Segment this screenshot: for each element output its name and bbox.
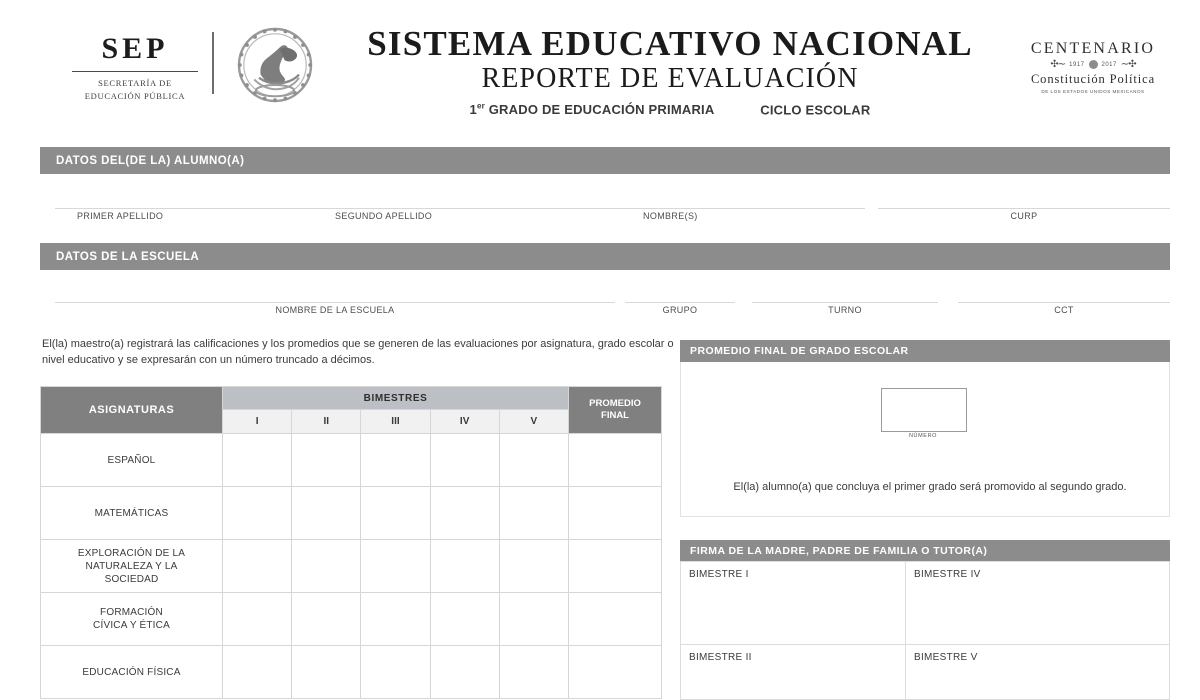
col-header-bim-3: III <box>361 410 430 434</box>
col-header-bim-4: IV <box>430 410 499 434</box>
grade-cell-bim-3[interactable] <box>361 434 430 487</box>
title-line-2: REPORTE DE EVALUACIÓN <box>481 62 859 94</box>
school-data-bar: DATOS DE LA ESCUELA <box>40 243 1170 270</box>
grade-cell-final[interactable] <box>569 646 662 699</box>
school-field-line-cct <box>958 302 1170 303</box>
grade-cell-bim-4[interactable] <box>430 593 499 646</box>
grade-cell-bim-1[interactable] <box>223 540 292 593</box>
grades-header-row-1 <box>41 387 662 410</box>
sep-subtitle-line1: SECRETARÍA DE <box>98 78 172 88</box>
grade-label: 1er GRADO DE EDUCACIÓN PRIMARIA <box>469 101 715 118</box>
grade-cell-bim-2[interactable] <box>292 434 361 487</box>
centenario-line-3: DE LOS ESTADOS UNIDOS MEXICANOS <box>1041 89 1145 94</box>
signature-cell-bimestre-4[interactable]: BIMESTRE IV <box>905 561 1170 645</box>
sep-divider-rule <box>72 71 198 72</box>
col-header-bimestres: BIMESTRES <box>223 387 569 410</box>
grade-cell-final[interactable] <box>569 593 662 646</box>
grade-cell-bim-1[interactable] <box>223 593 292 646</box>
centenario-ornament <box>1018 59 1168 70</box>
field-label-grupo: GRUPO <box>662 305 698 315</box>
signature-cell-bimestre-5[interactable]: BIMESTRE V <box>905 644 1170 700</box>
instruction-text: El(la) maestro(a) registrará las calificaciones y los promedios que se generen de las evaluaciones por asignatura, grado escolar o nivel educativo y se expresarán con un número truncado a décimos. <box>42 338 674 366</box>
grade-cell-bim-4[interactable] <box>430 434 499 487</box>
grade-cell-final[interactable] <box>569 487 662 540</box>
grades-table-body <box>41 434 662 699</box>
grade-cell-bim-5[interactable] <box>499 487 568 540</box>
final-average-input-box[interactable] <box>881 388 967 432</box>
promedio-final-line2: FINAL <box>601 410 629 421</box>
centenario-title: CENTENARIO <box>1030 40 1156 57</box>
grade-cell-bim-3[interactable] <box>361 646 430 699</box>
ornament-left-swirl-icon: ✣∼ <box>1050 59 1066 70</box>
promedio-final-line1: PROMEDIO <box>589 398 641 410</box>
table-row <box>41 487 662 540</box>
title-subtitle-row <box>330 102 1010 117</box>
grades-table-head <box>41 387 662 434</box>
school-field-line-grupo <box>625 302 735 303</box>
centenario-line-2: Constitución Política <box>1030 72 1156 86</box>
field-label-primer-apellido: PRIMER APELLIDO <box>77 211 164 221</box>
col-header-bim-5: V <box>499 410 568 434</box>
signature-cell-bimestre-1[interactable]: BIMESTRE I <box>680 561 906 645</box>
grade-cell-bim-1[interactable] <box>223 487 292 540</box>
sep-subtitle-line2: EDUCACIÓN PÚBLICA <box>84 90 186 101</box>
final-average-panel <box>680 362 1170 517</box>
centenario-year-left: 1917 <box>1069 61 1085 68</box>
col-header-bim-1: I <box>223 410 292 434</box>
field-label-cct: CCT <box>1054 305 1074 315</box>
signature-grid <box>680 561 1170 700</box>
grade-cell-bim-3[interactable] <box>361 593 430 646</box>
field-label-nombre-escuela: NOMBRE DE LA ESCUELA <box>275 305 395 315</box>
student-field-line-names <box>55 208 865 209</box>
sep-logo <box>70 34 200 103</box>
field-label-curp: CURP <box>1010 211 1038 221</box>
field-label-segundo-apellido: SEGUNDO APELLIDO <box>335 211 433 221</box>
grade-cell-bim-4[interactable] <box>430 487 499 540</box>
grade-cell-bim-5[interactable] <box>499 646 568 699</box>
promotion-note: El(la) alumno(a) que concluya el primer grado será promovido al segundo grado. <box>733 481 1127 493</box>
sep-wordmark: SEP <box>101 32 169 65</box>
school-field-line-nombre <box>55 302 615 303</box>
col-header-asignaturas: ASIGNATURAS <box>41 387 223 434</box>
grade-cell-bim-5[interactable] <box>499 434 568 487</box>
grade-cell-bim-2[interactable] <box>292 646 361 699</box>
grade-cell-bim-2[interactable] <box>292 487 361 540</box>
student-data-bar: DATOS DEL(DE LA) ALUMNO(A) <box>40 147 1170 174</box>
col-header-promedio-final <box>569 387 662 434</box>
grade-cell-bim-1[interactable] <box>223 646 292 699</box>
subject-name-cell: MATEMÁTICAS <box>41 487 223 540</box>
cycle-label: CICLO ESCOLAR <box>760 102 871 118</box>
grade-cell-bim-3[interactable] <box>361 487 430 540</box>
field-label-turno: TURNO <box>828 305 862 315</box>
ornament-right-swirl-icon: ∼✣ <box>1120 59 1136 70</box>
grade-cell-bim-2[interactable] <box>292 593 361 646</box>
centenario-seal-icon <box>1089 60 1098 69</box>
grade-cell-bim-5[interactable] <box>499 593 568 646</box>
subject-name-cell: EXPLORACIÓN DE LA NATURALEZA Y LA SOCIEDAD <box>41 540 223 593</box>
field-label-nombres: NOMBRE(S) <box>643 211 698 221</box>
grade-cell-bim-4[interactable] <box>430 540 499 593</box>
student-field-line-curp <box>878 208 1170 209</box>
table-row <box>41 646 662 699</box>
centenario-logo <box>1018 40 1168 94</box>
grade-cell-bim-3[interactable] <box>361 540 430 593</box>
document-header <box>0 0 1200 130</box>
grade-cell-bim-5[interactable] <box>499 540 568 593</box>
subject-name-cell: FORMACIÓN CÍVICA Y ÉTICA <box>41 593 223 646</box>
title-line-1: SISTEMA EDUCATIVO NACIONAL <box>367 24 973 63</box>
grade-cell-bim-2[interactable] <box>292 540 361 593</box>
signature-cell-bimestre-2[interactable]: BIMESTRE II <box>680 644 906 700</box>
final-average-box-caption: NÚMERO <box>908 433 938 439</box>
mexico-coat-of-arms-icon <box>230 25 320 105</box>
grades-table <box>40 386 662 699</box>
grade-cell-final[interactable] <box>569 540 662 593</box>
table-row <box>41 540 662 593</box>
document-title-block <box>330 26 1010 117</box>
subject-name-cell: EDUCACIÓN FÍSICA <box>41 646 223 699</box>
school-field-line-turno <box>752 302 938 303</box>
header-vertical-divider <box>212 32 214 94</box>
col-header-bim-2: II <box>292 410 361 434</box>
centenario-year-right: 2017 <box>1101 61 1117 68</box>
signature-bar: FIRMA DE LA MADRE, PADRE DE FAMILIA O TUTOR(A) <box>680 540 1170 561</box>
subject-name-cell: ESPAÑOL <box>41 434 223 487</box>
table-row <box>41 434 662 487</box>
grade-cell-bim-1[interactable] <box>223 434 292 487</box>
table-row <box>41 593 662 646</box>
grade-cell-bim-4[interactable] <box>430 646 499 699</box>
final-average-bar: PROMEDIO FINAL DE GRADO ESCOLAR <box>680 340 1170 362</box>
grade-cell-final[interactable] <box>569 434 662 487</box>
